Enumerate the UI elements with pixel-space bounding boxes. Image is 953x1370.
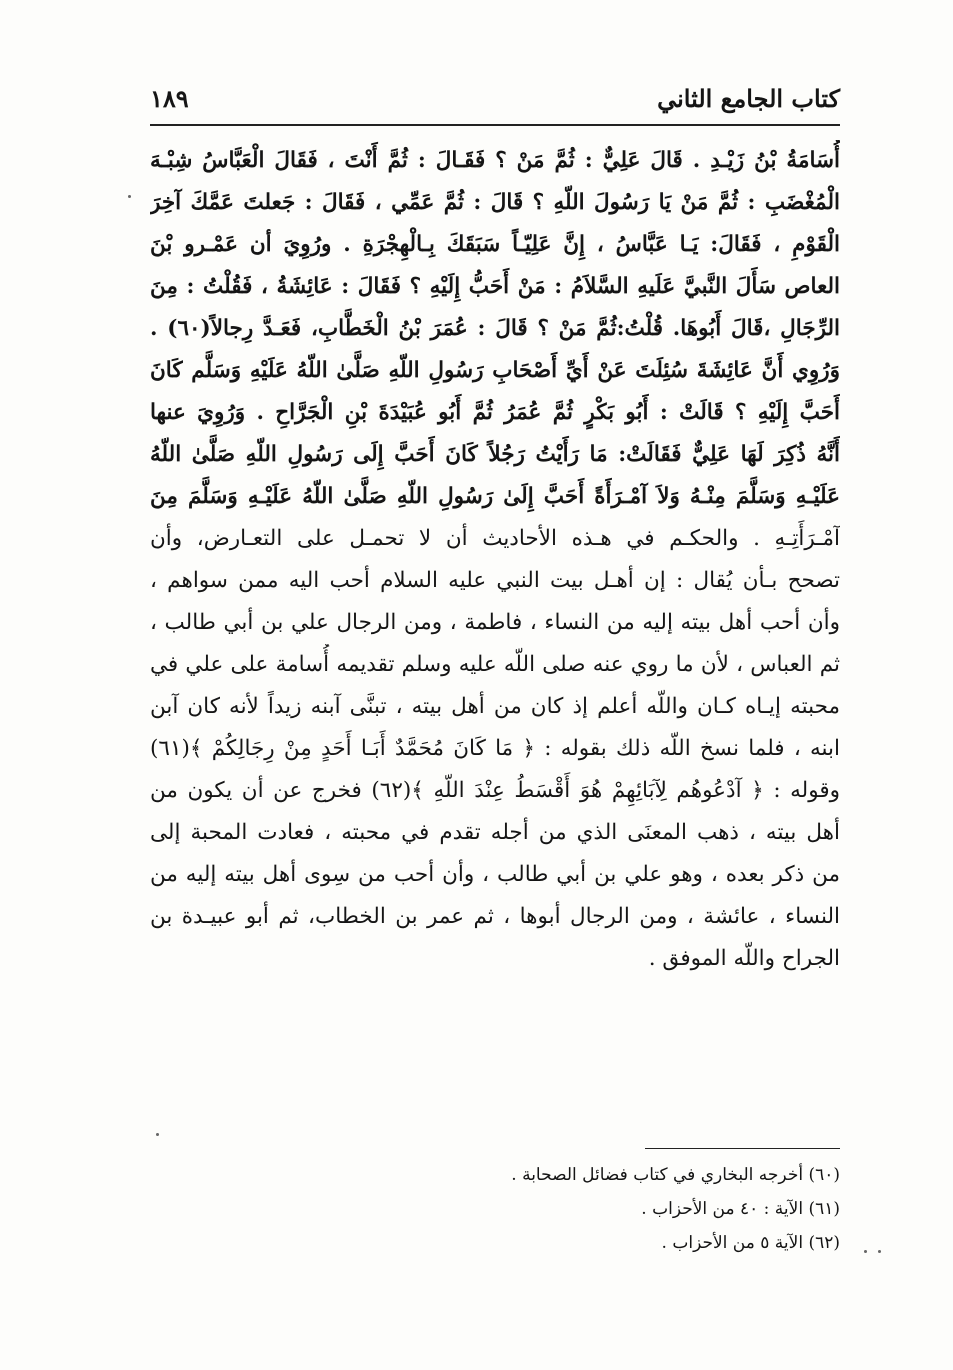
text-line: من ذكر بعده ، وهو علي بن أبي طالب ، وأن أحب من سِوى أهل بيته إليه من: [150, 862, 840, 887]
text-line: الْمُغْضَبِ : ثُمَّ مَنْ يَا رَسُولَ اللّهِ ؟ قَالَ : ثُمَّ عَمِّي ، فَقَالَ : جَعلتَ عَمَّكَ آخِرَ: [150, 190, 840, 215]
page-number: ١٨٩: [150, 84, 189, 113]
text-line: عَلَيْـهِ وَسَلَّمَ مِنْـهُ وَلاَ آمْـرَأَةً أَحَبَّ إِلَىٰ رَسُولِ اللّهِ صَلَّىٰ اللّهُ عَلَيْـهِ وَسَلَّمَ مِنَ: [150, 484, 840, 509]
text-line: أَحَبَّ إِلَيْهِ ؟ قَالَتْ : أَبُو بَكْرٍ ثُمَّ عُمَرُ ثُمَّ أَبُو عُبَيْدَةَ بْنِ الْجَرَّاحِ . وَرُوِيَ عنها: [150, 400, 840, 425]
footnote-divider: [645, 1148, 840, 1149]
page-header: [150, 80, 840, 120]
text-line: وقوله : ﴿ آدْعُوهُم لِآبَائِهِمْ هُوَ أَقْسَطُ عِنْدَ اللّهِ ﴾(٦٢) فخرج عن أن يكون من: [150, 778, 840, 803]
text-line: آمْـرَأَتِـهِ . والحكـم في هـذه الأحاديث أن لا تحمـل على التعـارض، وأن: [150, 526, 840, 551]
text-line: العاص سَأَلَ النَّبيَّ عَلَيهِ السَّلاَمُ : مَنْ أَحَبُّ إِلَيْهِ ؟ فَقَالَ : عَائِشَةُ ، فَقُلْتُ : مِنَ: [150, 274, 840, 299]
header-divider: [150, 124, 840, 126]
scan-speck: [864, 1250, 867, 1253]
footnotes: [150, 1158, 840, 1260]
footnote-60: (٦٠) أخرجه البخاري في كتاب فضائل الصحابة .: [511, 1165, 840, 1185]
text-line: محبته إيـاه كـان واللّه أعلم إذ كان من أهل بيته ، تبنَّى آبنه زيداً لأنه كان آبن: [150, 694, 840, 719]
scan-speck: [156, 1133, 159, 1136]
text-line: الجراح واللّه الموفق .: [648, 946, 840, 971]
text-line: الْقَوْمِ ، فَقَالَ: يَـا عَبَّاسُ ، إِنَّ عَلِيّـاً سَبَقَكَ بِـالْهِجْرَةِ . ورُوِيَ أن عَمْـرو بْنَ: [150, 232, 840, 257]
text-line: النساء ، عائشة ، ومن الرجال أبوها ، ثم عمر بن الخطاب، ثم أبو عبيـدة بن: [150, 904, 840, 929]
text-line: وَرُوِي أَنَّ عَائِشَةَ سُئِلَتَ عَنْ أَيِّ أَصْحَابِ رَسُولِ اللّهِ صَلَّىٰ اللّهُ عَلَيْهِ وَسَلَّم كَانَ: [150, 358, 840, 383]
scan-speck: [878, 1250, 881, 1253]
footnote-62: (٦٢) الآية ٥ من الأحزاب .: [661, 1233, 840, 1253]
main-text: [150, 140, 840, 980]
text-line: وأن أحب أهل بيته إليه من النساء ، فاطمة ، ومن الرجال علي بن أبي طالب ،: [150, 610, 840, 635]
text-line: الرِّجَالِ ،قَالَ أَبُوهَا. قُلْتُ:ثُمَّ مَنْ ؟ قَالَ : عُمَرَ بْنُ الْخَطَّابِ، فَعَـدَّ رِجالاً(٦٠) .: [150, 316, 840, 341]
footnote-61: (٦١) الآية : ٤٠ من الأحزاب .: [641, 1199, 840, 1219]
scan-speck: [128, 195, 131, 198]
text-line: أُسَامَةُ بْنُ زَيْـدِ . قَالَ عَلِيٌّ : ثُمَّ مَنْ ؟ فَقَـالَ : ثُمَّ أَنْتَ ، فَقَالَ الْعَبَّاسُ شِبْـهَ: [150, 148, 840, 173]
text-line: أهل بيته ، ذهب المعنَى الذي من أجله تقدم في محبته ، فعادت المحبة إلى: [150, 820, 840, 845]
text-line: أَنَّهُ ذُكِرَ لَهَا عَلِيٌّ فَقَالَتْ: مَا رَأَيْتُ رَجُلاً كَانَ أَحَبَّ إِلَى رَسُولِ اللّهِ صَلَّىٰ اللّهُ: [150, 442, 840, 467]
running-title: كتاب الجامع الثاني: [657, 84, 840, 113]
text-line: ثم العباس ، لأن ما روي عنه صلى اللّه عليه وسلم تقديمه أُسامة على علي في: [150, 652, 840, 677]
text-line: ابنه ، فلما نسخ اللّه ذلك بقوله : ﴿ مَا كَانَ مُحَمَّدٌ أَبَـا أَحَدٍ مِنْ رِجَالِكُمْ ﴾(٦١): [150, 736, 840, 761]
text-line: تصحح بـأن يُقال : إن أهـل بيت النبي عليه السلام أحب اليه ممن سواهم ،: [150, 568, 840, 593]
